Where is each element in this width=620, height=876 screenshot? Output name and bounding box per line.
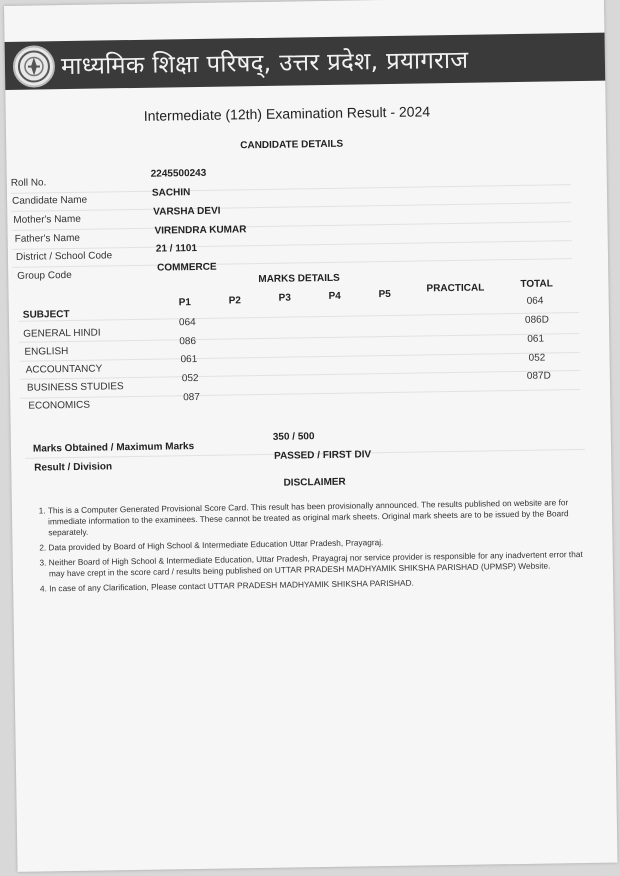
- disclaimer-list: [34, 497, 587, 599]
- disclaimer-item: 2. Data provided by Board of High School & Intermediate Education Uttar Pradesh, Prayagraj.: [48, 534, 586, 553]
- col-p2: P2: [228, 295, 241, 307]
- col-p4: P4: [328, 290, 341, 302]
- table-row-p1: 086: [179, 336, 197, 348]
- table-row-subject: ECONOMICS: [28, 399, 91, 412]
- fathers-name-label: Father's Name: [14, 232, 81, 245]
- table-row-p1: 061: [180, 354, 198, 366]
- board-name: माध्यमिक शिक्षा परिषद्, उत्तर प्रदेश, प्रयागराज: [60, 45, 469, 81]
- table-row-p1: 087: [183, 391, 200, 404]
- table-row-p1: 064: [178, 317, 196, 329]
- col-subject: SUBJECT: [22, 309, 70, 321]
- table-row-subject: BUSINESS STUDIES: [26, 381, 124, 394]
- disclaimer-item: 3. Neither Board of High School & Intermediate Education, Uttar Pradesh, Prayagraj nor service provider is responsible for any inadvertent error that may have crept in the score card / results being published on UTTAR PRADESH MADHYAMIK SHIKSHA PARISHAD (UPMSP) Website.: [49, 549, 587, 579]
- candidate-name-label: Candidate Name: [11, 194, 88, 207]
- board-header: [5, 33, 606, 90]
- col-p1: P1: [178, 297, 192, 309]
- result-division-value: PASSED / FIRST DIV: [274, 449, 372, 462]
- district-school-code-label: District / School Code: [15, 250, 113, 263]
- table-row-total: 086D: [524, 314, 549, 326]
- district-school-code-value: 21 / 1101: [155, 242, 198, 255]
- exam-title: Intermediate (12th) Examination Result - 2024: [143, 103, 431, 124]
- table-row-total: 052: [528, 352, 546, 364]
- roll-no-label: Roll No.: [10, 177, 47, 189]
- marks-obtained-value: 350 / 500: [272, 431, 315, 443]
- fathers-name-value: VIRENDRA KUMAR: [154, 224, 247, 237]
- marks-obtained-label: Marks Obtained / Maximum Marks: [32, 441, 195, 455]
- col-practical: PRACTICAL: [426, 282, 485, 295]
- board-emblem-icon: [13, 45, 56, 88]
- table-row-subject: ENGLISH: [24, 346, 69, 358]
- table-row-subject: GENERAL HINDI: [23, 327, 101, 340]
- group-code-value: COMMERCE: [157, 261, 217, 274]
- col-total: TOTAL: [520, 278, 553, 290]
- roll-no-value: 2245500243: [150, 167, 207, 180]
- col-p3: P3: [278, 292, 291, 304]
- group-code-label: Group Code: [17, 269, 72, 282]
- table-row-total: 061: [527, 333, 545, 345]
- mothers-name-value: VARSHA DEVI: [153, 205, 221, 218]
- table-row-subject: ACCOUNTANCY: [25, 363, 103, 376]
- disclaimer-item: 1. This is a Computer Generated Provisional Score Card. This result has been provisionally announced. The results published on website are for immediate information to the examinees. These cannot be treated as original mark sheets. Original mark sheets are to be issued by the Board separately.: [48, 497, 586, 538]
- table-row-total: 064: [526, 295, 544, 307]
- disclaimer-heading: DISCLAIMER: [283, 476, 346, 489]
- result-sheet: [4, 0, 618, 872]
- result-division-label: Result / Division: [34, 461, 113, 474]
- disclaimer-item: 4. In case of any Clarification, Please contact UTTAR PRADESH MADHYAMIK SHIKSHA PARISHAD.: [49, 575, 587, 594]
- mothers-name-label: Mother's Name: [13, 213, 81, 226]
- candidate-details-heading: CANDIDATE DETAILS: [240, 138, 344, 152]
- candidate-name-value: SACHIN: [151, 187, 191, 199]
- col-p5: P5: [378, 288, 391, 301]
- table-row-p1: 052: [181, 372, 199, 385]
- table-row-total: 087D: [526, 370, 551, 382]
- marks-details-heading: MARKS DETAILS: [258, 272, 340, 286]
